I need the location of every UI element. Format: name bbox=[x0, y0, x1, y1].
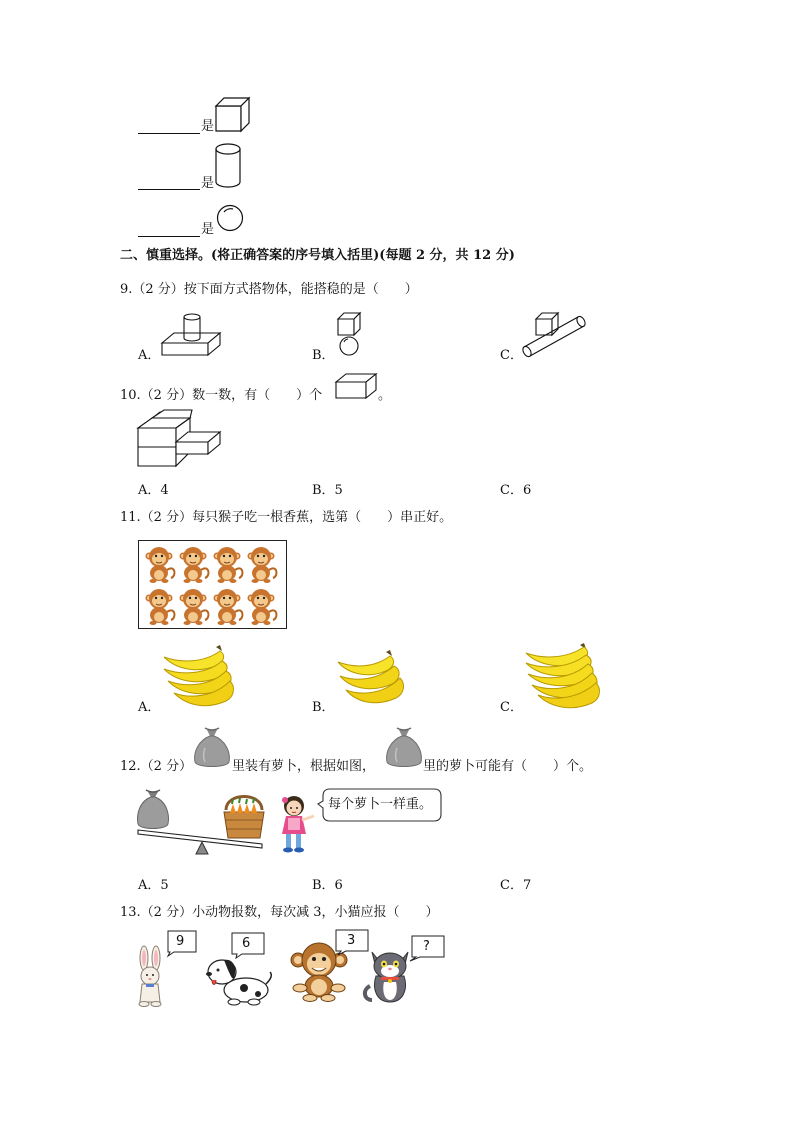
rabbit-bubble-text: 9 bbox=[176, 934, 185, 949]
section-heading: 二、慎重选择。(将正确答案的序号填入括里)(每题 2 分，共 12 分) bbox=[120, 248, 515, 263]
speech-bubble-text: 每个萝卜一样重。 bbox=[328, 797, 433, 812]
question-11-stem: 11.（2 分）每只猴子吃一根香蕉，选第（ ）串正好。 bbox=[120, 510, 453, 525]
answer-blank[interactable] bbox=[138, 119, 200, 134]
q12-option-c[interactable]: C．7 bbox=[500, 878, 532, 893]
question-12-stem-start: 12.（2 分） bbox=[120, 759, 193, 774]
q9-option-c-label[interactable]: C． bbox=[500, 348, 523, 363]
question-10-stem-end: 。 bbox=[378, 388, 392, 403]
cat-bubble-text: ? bbox=[423, 939, 430, 954]
cube-on-cylinder-icon bbox=[520, 309, 588, 359]
sack-icon bbox=[193, 726, 231, 768]
q12-option-b[interactable]: B．6 bbox=[312, 878, 343, 893]
dog-speech-bubble bbox=[230, 932, 266, 958]
row-suffix: 是 bbox=[201, 119, 215, 134]
sphere-icon bbox=[216, 204, 244, 232]
dog-icon bbox=[204, 950, 274, 1008]
q10-option-b[interactable]: B．5 bbox=[312, 483, 343, 498]
q10-option-c[interactable]: C．6 bbox=[500, 483, 532, 498]
monkey-bubble-text: 3 bbox=[347, 933, 356, 948]
girl-icon bbox=[276, 794, 316, 854]
banana-bunch-c-icon bbox=[522, 643, 602, 709]
row-suffix: 是 bbox=[201, 176, 215, 191]
cylinder-icon bbox=[214, 143, 242, 189]
monkeys-picture bbox=[139, 541, 286, 628]
q12-option-a[interactable]: A．5 bbox=[138, 878, 169, 893]
row-suffix: 是 bbox=[201, 222, 215, 237]
rabbit-speech-bubble bbox=[162, 930, 198, 956]
sack-icon bbox=[385, 726, 423, 768]
cube-icon bbox=[214, 96, 252, 134]
cube-on-ball-icon bbox=[336, 311, 364, 357]
q9-option-b-label[interactable]: B． bbox=[312, 348, 335, 363]
question-9-stem: 9.（2 分）按下面方式搭物体，能搭稳的是（ ） bbox=[120, 282, 418, 297]
answer-blank[interactable] bbox=[138, 175, 200, 190]
question-12-stem-end: 里的萝卜可能有（ ）个。 bbox=[423, 759, 593, 774]
dog-bubble-text: 6 bbox=[242, 936, 251, 951]
stacked-cuboids-icon bbox=[136, 408, 224, 468]
answer-blank[interactable] bbox=[138, 222, 200, 237]
cat-speech-bubble bbox=[408, 935, 446, 961]
slab-cylinder-icon bbox=[160, 311, 222, 357]
q11-option-c-label[interactable]: C． bbox=[500, 700, 523, 715]
balance-scale-picture bbox=[136, 788, 266, 858]
q10-option-a[interactable]: A．4 bbox=[138, 483, 169, 498]
banana-bunch-b-icon bbox=[334, 650, 406, 708]
cuboid-icon bbox=[334, 372, 378, 400]
question-13-stem: 13.（2 分）小动物报数，每次减 3，小猫应报（ ） bbox=[120, 905, 439, 920]
q11-option-b-label[interactable]: B． bbox=[312, 700, 335, 715]
question-10-stem: 10.（2 分）数一数，有（ ）个 bbox=[120, 388, 323, 403]
banana-bunch-a-icon bbox=[160, 645, 238, 709]
speech-bubble bbox=[318, 788, 442, 822]
question-12-stem-mid: 里装有萝卜，根据如图， bbox=[232, 759, 376, 774]
q9-option-a-label[interactable]: A． bbox=[138, 348, 161, 363]
q11-option-a-label[interactable]: A． bbox=[138, 700, 161, 715]
